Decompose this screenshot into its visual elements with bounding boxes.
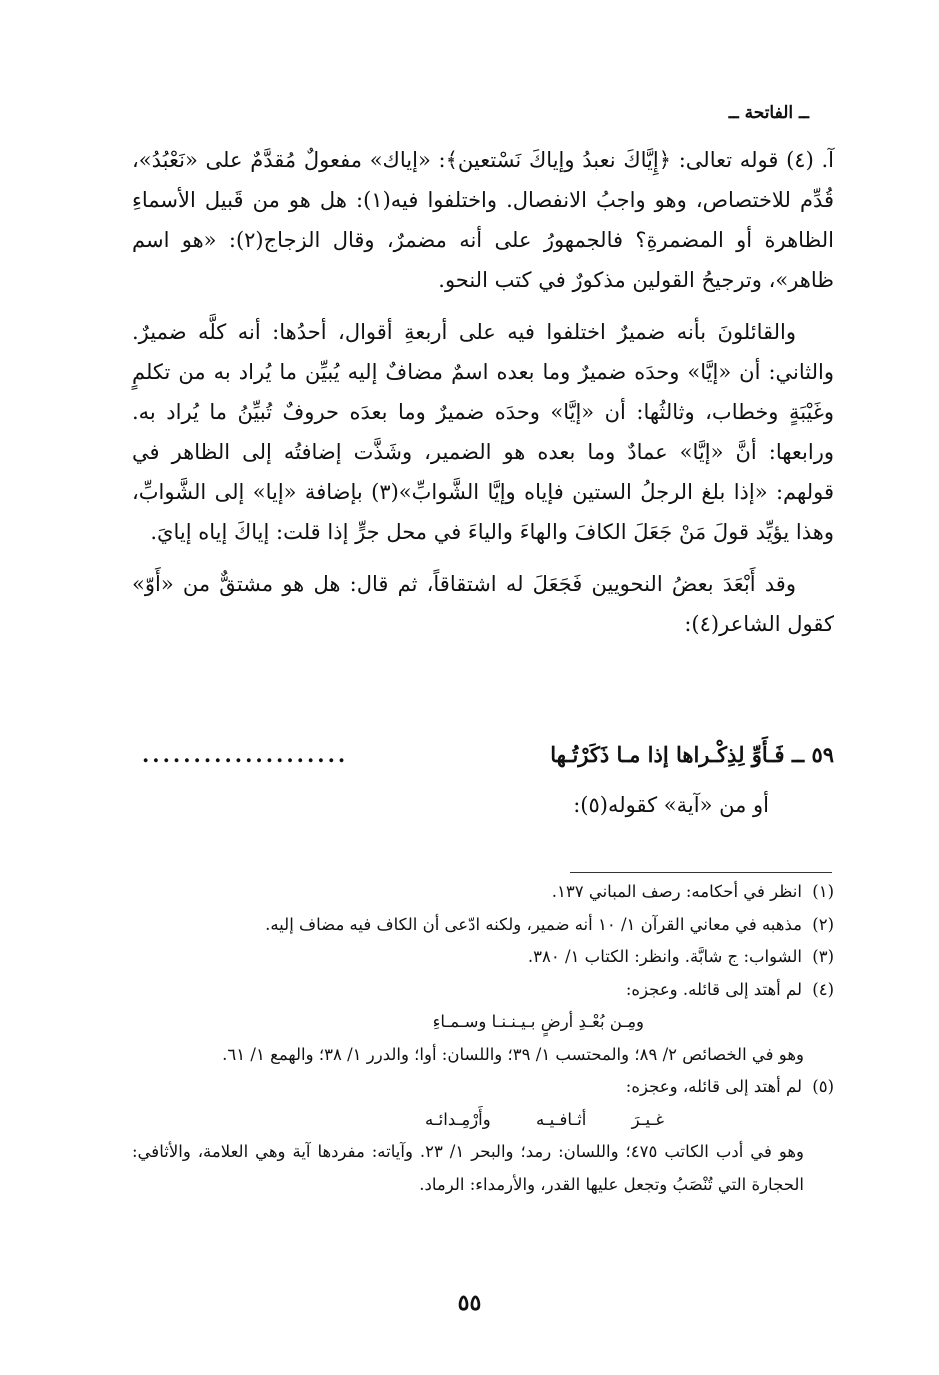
running-header: ــ الفاتحة ــ xyxy=(728,103,809,123)
footnote-number: (٣) xyxy=(812,947,834,966)
footnote-number: (١) xyxy=(812,882,834,901)
footnote-3 xyxy=(132,941,834,974)
footnote-2 xyxy=(132,909,834,942)
footnote-5-refs: وهو في أدب الكاتب ٤٧٥؛ واللسان: رمد؛ والبحر ١/ ٢٣. وآياته: مفردها آية وهي العلامة، والأثافي: الحجارة التي تُنْصَبُ وتجعل عليها القدر، والأرمداء: الرماد. xyxy=(132,1142,805,1194)
footnotes xyxy=(132,876,834,1201)
verse-text: ٥٩ ــ فَـأَوِّ لِذِكْـراها إذا مـا ذَكَرْتُـها xyxy=(550,742,834,767)
paragraph-1: آ. (٤) قوله تعالى: ﴿إِيَّاكَ نعبدُ وإياكَ نَسْتعين﴾: «إياك» مفعولٌ مُقدَّمٌ على «نَعْبُدُ»، قُدِّم للاختصاص، وهو واجبُ الانفصال. واختلفوا فيه(١): هل هو من قَبيل الأسماءِ الظاهرة أو المضمرةِ؟ فالجمهورُ على أنه مضمرٌ، وقال الزجاج(٢): «هو اسم ظاهر»، وترجيحُ القولين مذكورٌ في كتب النحو. xyxy=(132,148,835,292)
footnote-5 xyxy=(132,1071,834,1104)
verse-ellipsis: .................... xyxy=(142,742,349,767)
footnote-number: (٤) xyxy=(812,979,834,999)
footnote-4-verse: ومِـن بُعْـدِ أرضٍ بـيـنـنـا وسـمـاءِ xyxy=(432,1012,644,1031)
footnote-4-refs: وهو في الخصائص ٢/ ٨٩؛ والمحتسب ١/ ٣٩؛ واللسان: أوا؛ والدرر ١/ ٣٨؛ والهمع ١/ ٦١. xyxy=(222,1044,804,1064)
footnote-5-verse: غـيـرَ أثـافـيـه وأَرْمِـدائـه xyxy=(425,1109,664,1129)
footnote-separator xyxy=(570,872,832,873)
footnote-text: مذهبه في معاني القرآن ١/ ١٠ أنه ضمير، ولكنه ادّعى أن الكاف فيه مضاف إليه. xyxy=(265,914,802,934)
paragraph-3: وقد أَبْعَدَ بعضُ النحويين فَجَعَلَ له اشتقاقاً، ثم قال: هل هو مشتقٌّ من «أَوّ» كقول الشاعر(٤): xyxy=(132,572,834,636)
footnote-1 xyxy=(132,876,834,909)
footnote-4 xyxy=(132,974,834,1007)
footnote-text: الشواب: ج شابَّة. وانظر: الكتاب ١/ ٣٨٠. xyxy=(527,947,802,966)
main-text xyxy=(132,140,834,644)
after-verse-line: أو من «آية» كقوله(٥): xyxy=(573,793,769,817)
footnote-text: لم أهتد إلى قائله، وعجزه: xyxy=(625,1077,802,1096)
footnote-number: (٥) xyxy=(812,1077,834,1096)
poetry-verse xyxy=(132,735,834,775)
page-number: ٥٥ xyxy=(457,1290,482,1316)
paragraph-2: والقائلونَ بأنه ضميرٌ اختلفوا فيه على أربعةِ أقوال، أحدُها: أنه كلَّه ضميرٌ. والثاني: أن «إيَّا» وحدَه ضميرٌ وما بعده اسمٌ مضافٌ إليه يُبيِّن ما يُراد به من تكلمٍ وغَيْبَةٍ وخطاب، وثالثُها: أن «إيَّا» وحدَه ضميرٌ وما بعدَه حروفٌ تُبيِّنُ ما يُراد به. ورابعها: أنَّ «إيَّا» عمادٌ وما بعده هو الضمير، وشَذَّت إضافتُه إلى الظاهر في قولهم: «إذا بلغ الرجلُ الستين فإياه وإيَّا الشَّوابِّ»(٣) بإضافة «إيا» إلى الشَّوابِّ، وهذا يؤيِّد قولَ مَنْ جَعَلَ الكافَ والهاءَ والياءَ في محل جرٍّ إذا قلت: إياكَ إياه إيايَ. xyxy=(132,320,835,544)
footnote-text: لم أهتد إلى قائله. وعجزه: xyxy=(625,979,802,999)
footnote-text: انظر في أحكامه: رصف المباني ١٣٧. xyxy=(551,882,802,901)
footnote-number: (٢) xyxy=(812,914,834,934)
